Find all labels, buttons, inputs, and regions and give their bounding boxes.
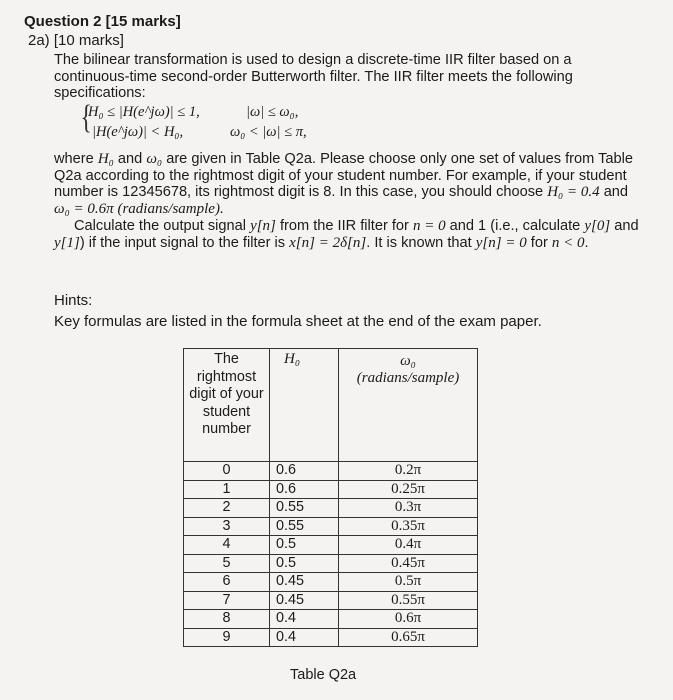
header-h0 [270,349,339,462]
cell-digit: 1 [184,480,270,499]
symbol-w0: ω₀ [146,151,163,167]
intro-paragraph: The bilinear transformation is used to design a discrete-time IIR filter based on a continuous-time second-order Butterworth filter. The IIR filter meets the following specifications: [54,52,573,102]
cell-h0: 0.6 [270,480,339,499]
where-text-c: are given in Table Q2a. Please choose only one set of values from Table Q2a according to the rightmost digit of your student number. For example, if your student number is 12345678, its rightmost digit is 8. In this case, you should choose [54,151,633,201]
calc-n0: n = 0 [412,218,446,234]
header-digit: The rightmost digit of your student number [184,349,270,462]
header-h0-symbol: H₀ [284,351,301,367]
cell-digit: 9 [184,628,270,647]
hints-heading: Hints: [54,292,93,309]
example-w0: ω₀ = 0.6π (radians/sample). [54,200,224,217]
table-header-row [184,349,478,462]
cell-digit: 4 [184,536,270,555]
table-row [184,610,478,629]
calc-text-b: from the IIR filter for [275,218,413,234]
header-w0-unit: (radians/sample) [356,370,460,386]
table-body [184,462,478,647]
cell-w0: 0.55π [339,591,478,610]
cell-h0: 0.55 [270,499,339,518]
calc-initial: y[n] = 0 [475,234,527,251]
header-w0 [339,349,478,462]
table-row [184,536,478,555]
calc-y0: y[0] [584,218,611,234]
calculate-paragraph [54,218,644,251]
calc-input: x[n] = 2δ[n] [289,234,367,251]
calc-text-e: ) if the input signal to the filter is [79,234,290,251]
table-row [184,628,478,647]
table-row [184,480,478,499]
symbol-h0: H₀ [97,151,114,167]
table-q2a [183,348,478,647]
table-caption: Table Q2a [290,667,357,683]
hints-text: Key formulas are listed in the formula sheet at the end of the exam paper. [54,313,542,330]
calc-text-h: . [584,234,589,251]
cell-h0: 0.5 [270,554,339,573]
table-row [184,499,478,518]
spec-line-2-cond: ω₀ < |ω| ≤ π, [230,124,307,140]
spec-line-1-expr: H₀ ≤ |H(e^jω)| ≤ 1, [88,104,200,120]
header-w0-symbol: ω₀ [400,353,416,369]
spec-line-1-cond: |ω| ≤ ω₀, [246,104,299,120]
cell-h0: 0.45 [270,573,339,592]
cell-digit: 5 [184,554,270,573]
cell-digit: 2 [184,499,270,518]
cell-h0: 0.55 [270,517,339,536]
cell-h0: 0.5 [270,536,339,555]
cell-digit: 8 [184,610,270,629]
table-row [184,462,478,481]
cell-w0: 0.4π [339,536,478,555]
calc-text-f: . It is known that [366,234,476,251]
calc-text-g: for [526,234,552,251]
cell-digit: 3 [184,517,270,536]
example-h0: H₀ = 0.4 [547,184,600,201]
cell-w0: 0.35π [339,517,478,536]
cell-h0: 0.4 [270,610,339,629]
cell-w0: 0.2π [339,462,478,481]
where-paragraph [54,151,644,217]
cell-w0: 0.3π [339,499,478,518]
question-part: 2a) [10 marks] [28,32,124,49]
choose-and: and [599,184,629,201]
left-brace: { [80,99,92,136]
calc-text-a: Calculate the output signal [74,218,251,234]
cell-w0: 0.5π [339,573,478,592]
cell-w0: 0.25π [339,480,478,499]
where-text-b: and [113,151,147,167]
where-text-a: where [54,151,98,167]
table-row [184,554,478,573]
calc-yn: y[n] [250,218,276,234]
cell-h0: 0.45 [270,591,339,610]
cell-h0: 0.6 [270,462,339,481]
cell-w0: 0.45π [339,554,478,573]
cell-h0: 0.4 [270,628,339,647]
table-row [184,573,478,592]
spec-line-2-expr: |H(e^jω)| < H₀, [92,124,184,140]
cell-digit: 7 [184,591,270,610]
calc-negative-n: n < 0 [551,234,585,251]
question-title: Question 2 [15 marks] [24,13,181,30]
table-row [184,517,478,536]
cell-digit: 6 [184,573,270,592]
calc-y1: y[1] [54,234,80,251]
filter-specifications [78,101,378,143]
cell-w0: 0.6π [339,610,478,629]
calc-text-d: and [610,218,639,234]
cell-digit: 0 [184,462,270,481]
table-row [184,591,478,610]
cell-w0: 0.65π [339,628,478,647]
calc-text-c: and 1 (i.e., calculate [445,218,585,234]
